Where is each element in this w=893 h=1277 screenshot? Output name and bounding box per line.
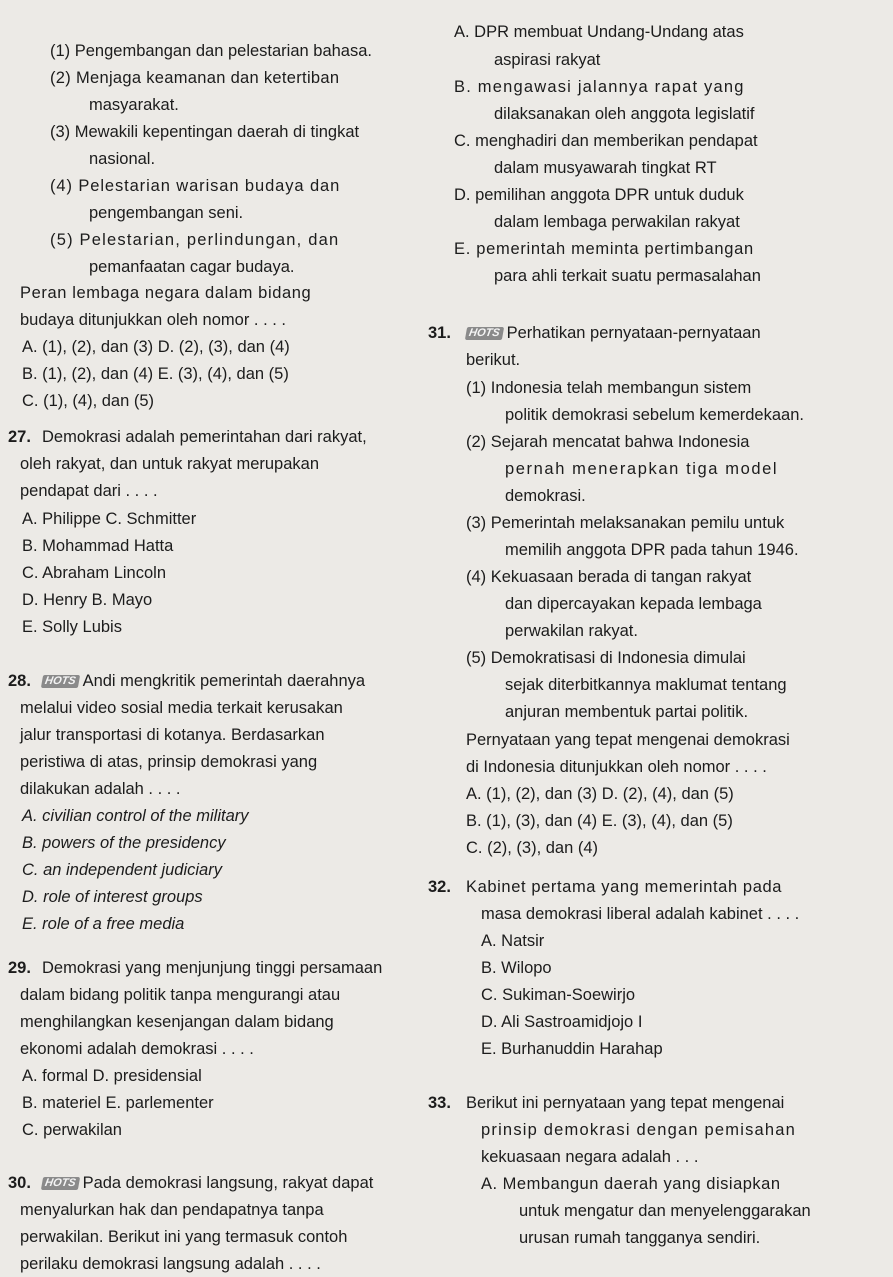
- answer-option[interactable]: D. pemilihan anggota DPR untuk duduk: [454, 186, 744, 204]
- answer-option[interactable]: E. Burhanuddin Harahap: [481, 1040, 663, 1058]
- answer-option[interactable]: A. Membangun daerah yang disiapkan: [481, 1175, 781, 1193]
- list-item: (2) Menjaga keamanan dan ketertiban: [50, 69, 340, 87]
- question-number: 31.: [428, 324, 451, 342]
- list-item: pernah menerapkan tiga model: [505, 460, 779, 478]
- question-stem: kekuasaan negara adalah . . .: [481, 1148, 699, 1166]
- answer-option[interactable]: E. role of a free media: [22, 915, 185, 933]
- list-item: masyarakat.: [89, 96, 179, 114]
- answer-option[interactable]: A. DPR membuat Undang-Undang atas: [454, 23, 744, 41]
- answer-option: dalam musyawarah tingkat RT: [494, 159, 717, 177]
- answer-option: dalam lembaga perwakilan rakyat: [494, 213, 740, 231]
- answer-option: urusan rumah tangganya sendiri.: [519, 1229, 761, 1247]
- question-stem: dalam bidang politik tanpa mengurangi atau: [20, 986, 341, 1004]
- list-item: (3) Pemerintah melaksanakan pemilu untuk: [466, 514, 785, 532]
- question-stem: perwakilan. Berikut ini yang termasuk contoh: [20, 1228, 348, 1246]
- question-stem: melalui video sosial media terkait kerusakan: [20, 699, 343, 717]
- question-stem: prinsip demokrasi dengan pemisahan: [481, 1121, 797, 1139]
- answer-option[interactable]: D. Ali Sastroamidjojo I: [481, 1013, 643, 1031]
- answer-option[interactable]: B. (1), (3), dan (4) E. (3), (4), dan (5): [466, 812, 733, 830]
- question-stem: berikut.: [466, 351, 521, 369]
- question-number: 27.: [8, 428, 31, 446]
- list-item: (3) Mewakili kepentingan daerah di tingkat: [50, 123, 360, 141]
- answer-option: aspirasi rakyat: [494, 51, 601, 69]
- answer-option[interactable]: A. Philippe C. Schmitter: [22, 510, 197, 528]
- list-item: demokrasi.: [505, 487, 586, 505]
- question-stem: Pernyataan yang tepat mengenai demokrasi: [466, 731, 790, 749]
- answer-option[interactable]: C. an independent judiciary: [22, 861, 222, 879]
- question-stem: Peran lembaga negara dalam bidang: [20, 284, 312, 302]
- list-item: sejak diterbitkannya maklumat tentang: [505, 676, 787, 694]
- question-stem: dilakukan adalah . . . .: [20, 780, 181, 798]
- question-number: 33.: [428, 1094, 451, 1112]
- list-item: (4) Kekuasaan berada di tangan rakyat: [466, 568, 752, 586]
- question-stem: Demokrasi adalah pemerintahan dari rakyat,: [42, 428, 367, 446]
- list-item: dan dipercayakan kepada lembaga: [505, 595, 762, 613]
- answer-option[interactable]: A. Natsir: [481, 932, 545, 950]
- answer-option[interactable]: B. Mohammad Hatta: [22, 537, 174, 555]
- answer-option[interactable]: B. Wilopo: [481, 959, 552, 977]
- question-stem: peristiwa di atas, prinsip demokrasi yang: [20, 753, 318, 771]
- answer-option[interactable]: B. mengawasi jalannya rapat yang: [454, 78, 745, 96]
- answer-option[interactable]: A. (1), (2), dan (3) D. (2), (3), dan (4): [22, 338, 290, 356]
- list-item: perwakilan rakyat.: [505, 622, 638, 640]
- question-number: 29.: [8, 959, 31, 977]
- answer-option[interactable]: C. (1), (4), dan (5): [22, 392, 155, 410]
- list-item: (5) Pelestarian, perlindungan, dan: [50, 231, 340, 249]
- list-item: politik demokrasi sebelum kemerdekaan.: [505, 406, 804, 424]
- list-item: memilih anggota DPR pada tahun 1946.: [505, 541, 799, 559]
- question-stem: HOTS Perhatikan pernyataan-pernyataan: [466, 323, 761, 343]
- question-stem: jalur transportasi di kotanya. Berdasarkan: [20, 726, 325, 744]
- answer-option[interactable]: B. materiel E. parlementer: [22, 1094, 214, 1112]
- hots-badge: HOTS: [41, 1177, 80, 1190]
- answer-option[interactable]: C. menghadiri dan memberikan pendapat: [454, 132, 758, 150]
- list-item: (1) Pengembangan dan pelestarian bahasa.: [50, 42, 372, 60]
- answer-option: untuk mengatur dan menyelenggarakan: [519, 1202, 811, 1220]
- hots-badge: HOTS: [41, 675, 80, 688]
- question-stem: menyalurkan hak dan pendapatnya tanpa: [20, 1201, 324, 1219]
- answer-option[interactable]: A. (1), (2), dan (3) D. (2), (4), dan (5): [466, 785, 734, 803]
- question-stem: oleh rakyat, dan untuk rakyat merupakan: [20, 455, 320, 473]
- question-number: 32.: [428, 878, 451, 896]
- question-stem: perilaku demokrasi langsung adalah . . . .: [20, 1255, 321, 1273]
- list-item: (4) Pelestarian warisan budaya dan: [50, 177, 341, 195]
- question-number: 30.: [8, 1174, 31, 1192]
- question-stem: pendapat dari . . . .: [20, 482, 158, 500]
- answer-option[interactable]: B. (1), (2), dan (4) E. (3), (4), dan (5): [22, 365, 289, 383]
- question-stem: Kabinet pertama yang memerintah pada: [466, 878, 783, 896]
- question-stem: Berikut ini pernyataan yang tepat mengenai: [466, 1094, 785, 1112]
- question-stem: Demokrasi yang menjunjung tinggi persamaan: [42, 959, 383, 977]
- list-item: (1) Indonesia telah membangun sistem: [466, 379, 752, 397]
- question-number: 28.: [8, 672, 31, 690]
- answer-option: dilaksanakan oleh anggota legislatif: [494, 105, 755, 123]
- list-item: pemanfaatan cagar budaya.: [89, 258, 295, 276]
- list-item: nasional.: [89, 150, 156, 168]
- question-stem: di Indonesia ditunjukkan oleh nomor . . . .: [466, 758, 767, 776]
- answer-option[interactable]: A. formal D. presidensial: [22, 1067, 202, 1085]
- answer-option[interactable]: D. Henry B. Mayo: [22, 591, 153, 609]
- list-item: pengembangan seni.: [89, 204, 244, 222]
- answer-option[interactable]: C. perwakilan: [22, 1121, 122, 1139]
- answer-option[interactable]: E. pemerintah meminta pertimbangan: [454, 240, 754, 258]
- answer-option[interactable]: E. Solly Lubis: [22, 618, 122, 636]
- list-item: (5) Demokratisasi di Indonesia dimulai: [466, 649, 746, 667]
- list-item: anjuran membentuk partai politik.: [505, 703, 749, 721]
- question-stem: HOTS Andi mengkritik pemerintah daerahnya: [42, 671, 365, 691]
- hots-badge: HOTS: [465, 327, 504, 340]
- question-stem: HOTS Pada demokrasi langsung, rakyat dapat: [42, 1173, 373, 1193]
- answer-option[interactable]: C. (2), (3), dan (4): [466, 839, 599, 857]
- list-item: (2) Sejarah mencatat bahwa Indonesia: [466, 433, 750, 451]
- answer-option[interactable]: A. civilian control of the military: [22, 807, 249, 825]
- answer-option[interactable]: C. Abraham Lincoln: [22, 564, 166, 582]
- question-stem: masa demokrasi liberal adalah kabinet . . . .: [481, 905, 800, 923]
- answer-option[interactable]: D. role of interest groups: [22, 888, 203, 906]
- answer-option[interactable]: B. powers of the presidency: [22, 834, 226, 852]
- question-stem: menghilangkan kesenjangan dalam bidang: [20, 1013, 334, 1031]
- answer-option: para ahli terkait suatu permasalahan: [494, 267, 761, 285]
- question-stem: ekonomi adalah demokrasi . . . .: [20, 1040, 254, 1058]
- answer-option[interactable]: C. Sukiman-Soewirjo: [481, 986, 636, 1004]
- question-stem: budaya ditunjukkan oleh nomor . . . .: [20, 311, 286, 329]
